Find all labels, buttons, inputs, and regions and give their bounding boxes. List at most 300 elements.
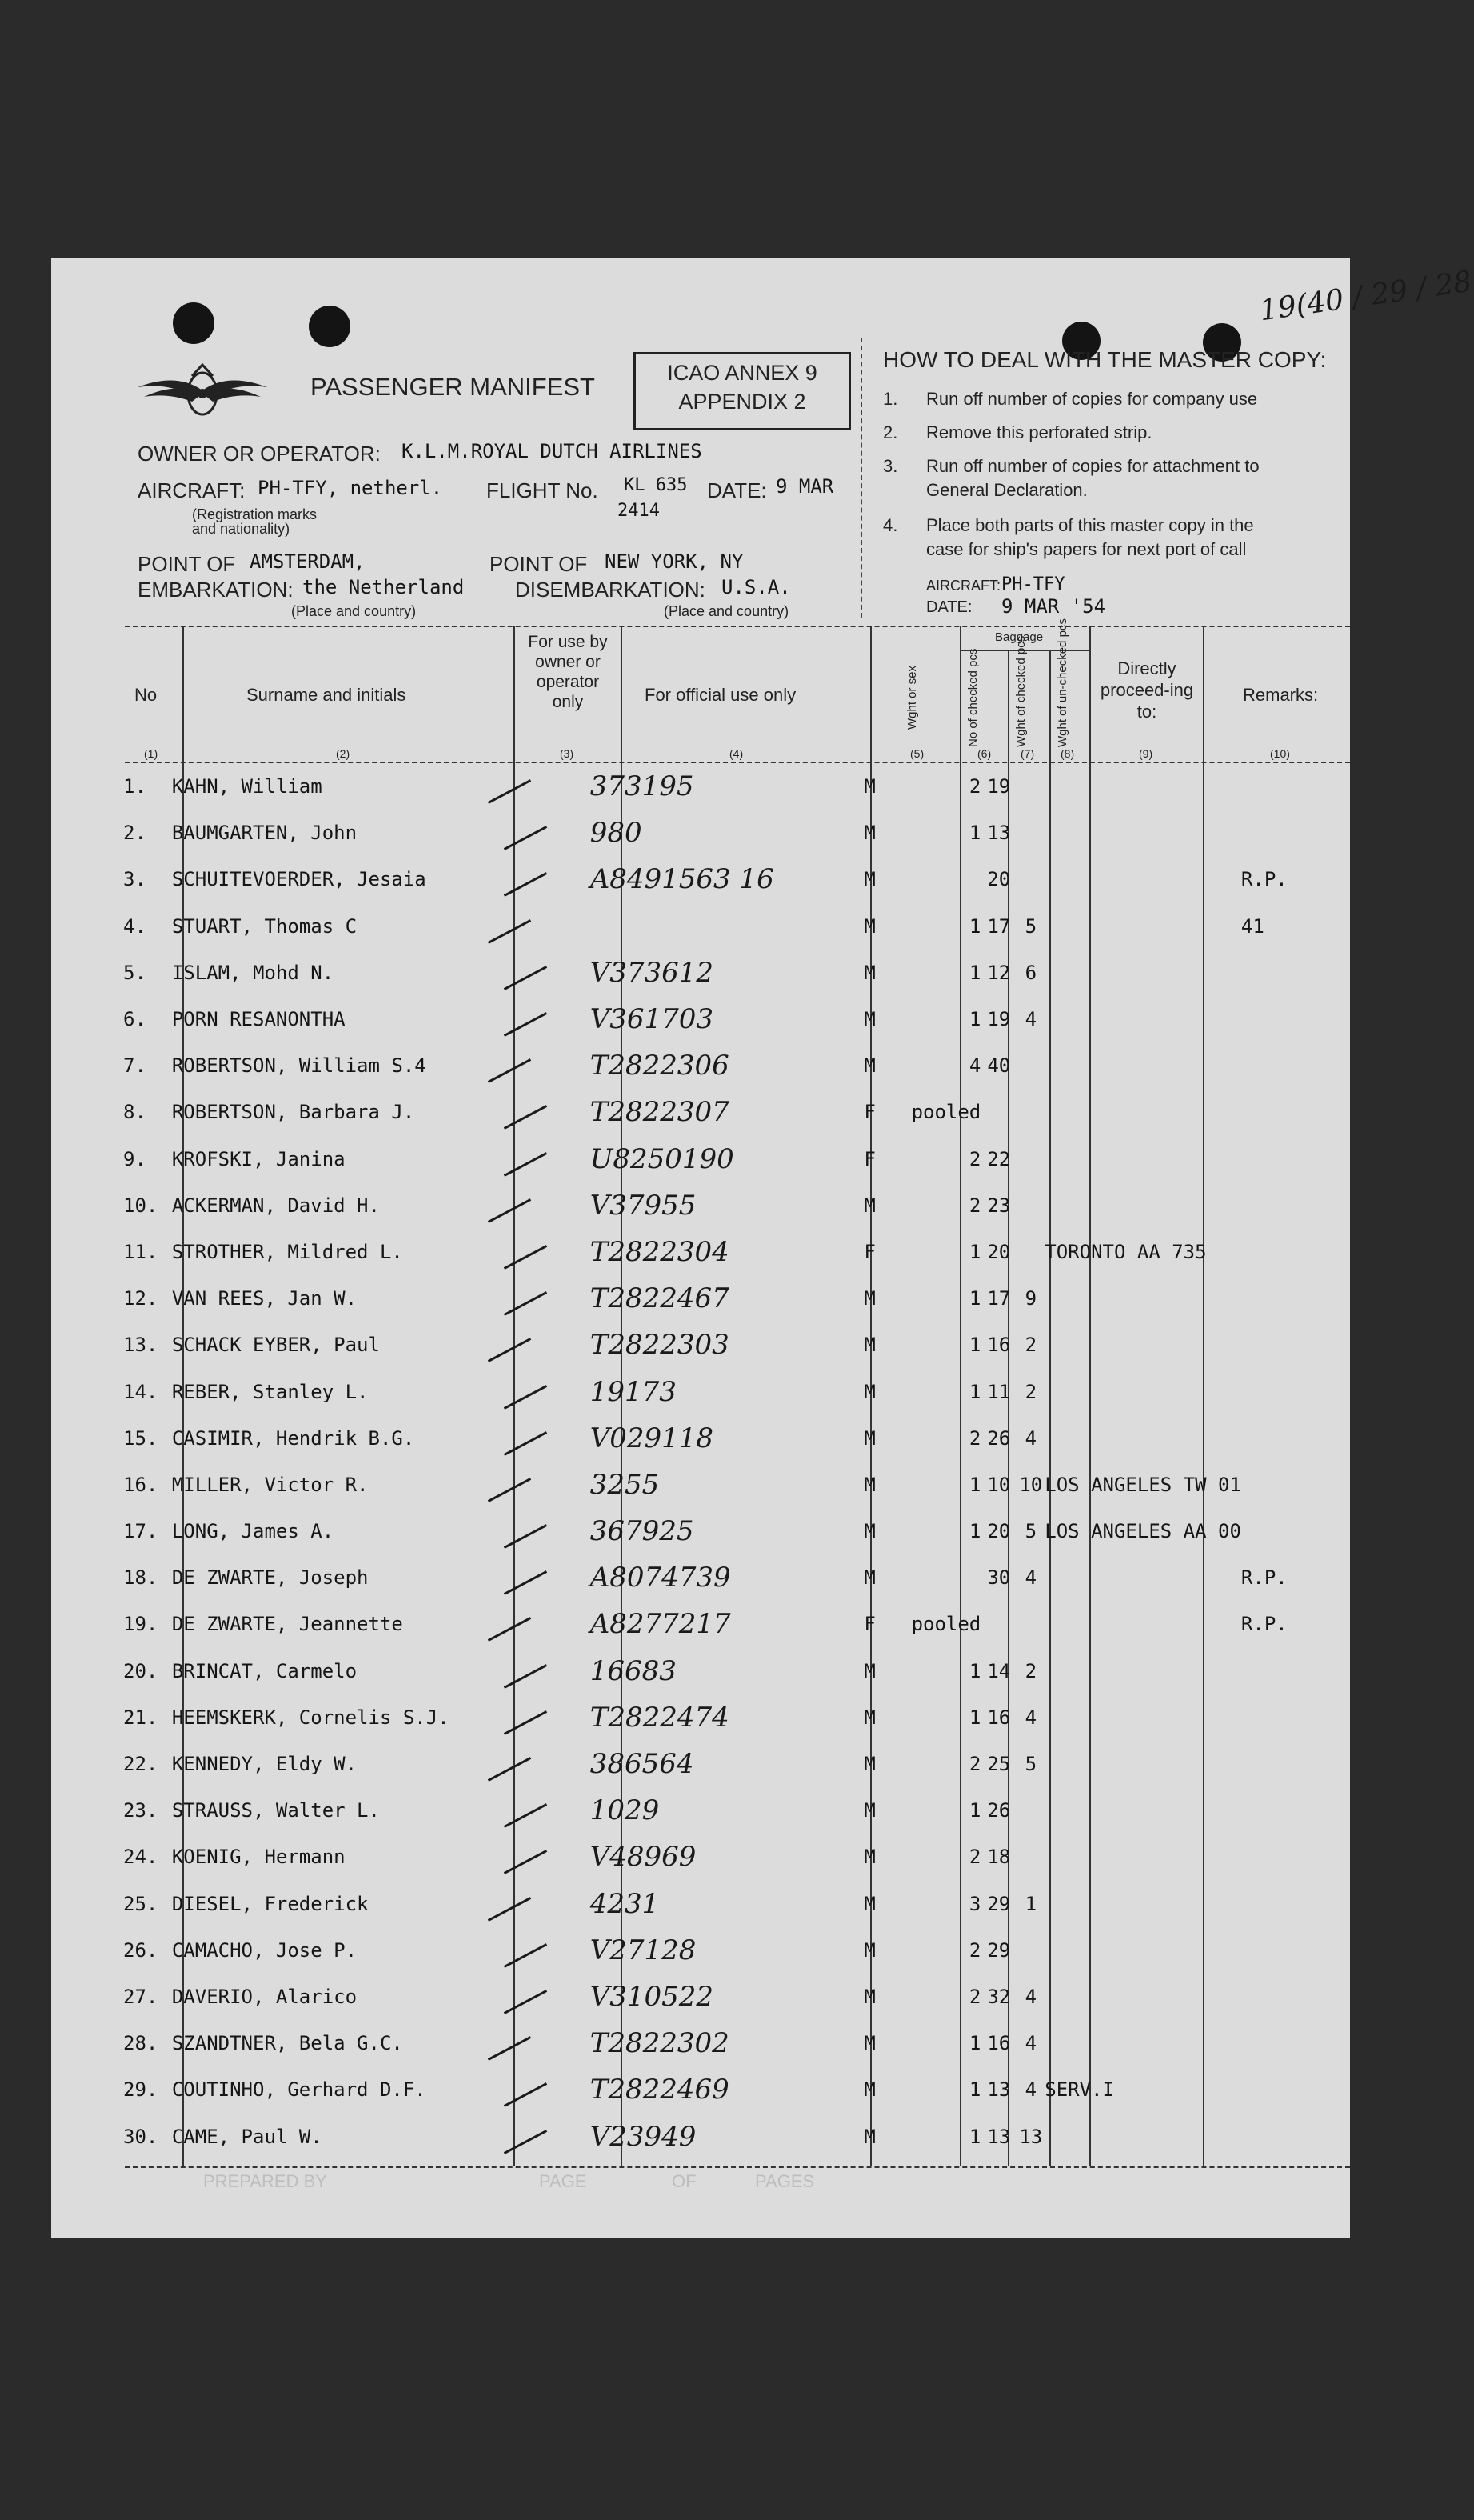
passenger-sex: M (864, 1706, 876, 1729)
remarks (1241, 763, 1350, 810)
row-number: 22. (123, 1753, 158, 1776)
passenger-name: STUART, Thomas C (171, 914, 358, 938)
baggage-weight: 12 (987, 961, 1011, 984)
owner-check-mark (485, 1787, 590, 1834)
icao-annex: ICAO ANNEX 9 (667, 361, 817, 385)
row-number: 21. (123, 1706, 158, 1729)
col-bag-count-header: No of checked pcs (966, 648, 980, 747)
embark-point-label: POINT OF (138, 552, 236, 576)
owner-value: K.L.M.ROYAL DUTCH AIRLINES (401, 440, 702, 462)
col-remarks-header: Remarks: (1243, 685, 1319, 705)
official-number: V361703 (589, 1003, 714, 1036)
owner-check-mark (485, 1741, 590, 1787)
table-row (123, 1834, 1350, 1880)
baggage-pieces (912, 856, 981, 902)
pen-stroke-icon (504, 1245, 547, 1270)
unchecked-weight (1017, 1089, 1045, 1135)
pen-stroke-icon (488, 1338, 531, 1362)
proceeding-to (1045, 1834, 1241, 1880)
passenger-name: ROBERTSON, William S.4 (171, 1054, 426, 1078)
col-num: (4) (729, 747, 744, 760)
official-number: A8074739 (589, 1562, 731, 1594)
remarks (1241, 996, 1350, 1042)
remarks (1241, 1322, 1350, 1368)
owner-check-mark (485, 1694, 590, 1741)
baggage-pieces: 1 (969, 822, 981, 845)
passenger-name: LONG, James A. (171, 1520, 334, 1543)
row-number: 12. (123, 1287, 158, 1310)
unchecked-weight (1017, 1229, 1045, 1275)
baggage-weight: 29 (987, 1892, 1011, 1915)
baggage-weight: 19 (987, 775, 1011, 798)
table-row (123, 1042, 1350, 1089)
table-row (123, 1368, 1350, 1414)
row-number: 27. (123, 1985, 158, 2008)
proceeding-to: LOS ANGELES AA 00 (1045, 1520, 1241, 1543)
baggage-weight: 26 (987, 1799, 1011, 1822)
proceeding-to (1045, 1694, 1241, 1741)
passenger-sex: M (864, 2125, 876, 2148)
unchecked-weight: 4 (1025, 1985, 1037, 2008)
proceeding-to (1045, 1322, 1241, 1368)
baggage-pieces: 2 (969, 1985, 981, 2008)
baggage-weight: 20 (987, 868, 1011, 891)
baggage-pieces: 2 (969, 1426, 981, 1450)
proceeding-to (1045, 1601, 1241, 1647)
pen-stroke-icon (488, 1058, 531, 1083)
passenger-sex: M (864, 1194, 876, 1217)
unchecked-weight (1017, 1042, 1045, 1089)
official-number: 3255 (589, 1468, 660, 1501)
row-number: 30. (123, 2125, 158, 2148)
proceeding-to: TORONTO AA 735 (1045, 1240, 1207, 1263)
baggage-weight: 32 (987, 1985, 1011, 2008)
official-number: T2822469 (589, 2074, 729, 2106)
col-bag-weight-header: Wght of checked pcs (1014, 635, 1028, 747)
pen-stroke-icon (504, 1803, 547, 1828)
table-row (123, 1229, 1350, 1275)
passenger-name: ROBERTSON, Barbara J. (171, 1101, 415, 1124)
table-row (123, 1648, 1350, 1694)
passenger-sex: M (864, 1334, 876, 1357)
passenger-name: DE ZWARTE, Joseph (171, 1566, 369, 1590)
pen-stroke-icon (488, 2036, 531, 2061)
col-num: (10) (1270, 747, 1290, 760)
disembark-country: U.S.A. (721, 576, 791, 598)
baggage-pieces: 1 (969, 2032, 981, 2055)
official-number: 16683 (589, 1654, 677, 1687)
passenger-name: KROFSKI, Janina (171, 1147, 346, 1170)
owner-check-mark (485, 763, 590, 810)
official-number: 980 (589, 817, 642, 850)
pen-stroke-icon (488, 1198, 531, 1223)
pen-stroke-icon (488, 1478, 531, 1502)
baggage-weight: 22 (987, 1147, 1011, 1170)
passenger-sex: M (864, 961, 876, 984)
col-baggage-header: Baggage (995, 630, 1044, 644)
passenger-sex: M (864, 1054, 876, 1078)
owner-label: OWNER OR OPERATOR: (138, 442, 381, 466)
col-sex-header: Wght or sex (905, 665, 919, 730)
remarks (1241, 2020, 1350, 2066)
remarks (1241, 1462, 1350, 1508)
unchecked-weight (1017, 1787, 1045, 1834)
remarks (1241, 1787, 1350, 1834)
flight-label: FLIGHT No. (486, 478, 598, 502)
owner-check-mark (485, 1834, 590, 1880)
row-number: 16. (123, 1473, 158, 1496)
pen-stroke-icon (504, 2082, 547, 2107)
manifest-sheet (51, 258, 1474, 2238)
unchecked-weight (1017, 763, 1045, 810)
proceeding-to (1045, 1089, 1241, 1135)
unchecked-weight: 6 (1025, 961, 1037, 984)
table-row (123, 1741, 1350, 1787)
remarks (1241, 1368, 1350, 1414)
proceeding-to (1045, 2113, 1241, 2159)
flight-value: KL 635 (624, 475, 688, 495)
unchecked-weight: 5 (1025, 914, 1037, 938)
row-number: 7. (123, 1054, 146, 1078)
official-number (590, 903, 829, 950)
owner-check-mark (485, 856, 590, 902)
baggage-weight: 20 (987, 1520, 1011, 1543)
instruction-3-num: 3. (883, 456, 898, 476)
remarks (1241, 1229, 1350, 1275)
passenger-name: VAN REES, Jan W. (171, 1287, 358, 1310)
unchecked-weight: 5 (1025, 1753, 1037, 1776)
disembark-city: NEW YORK, NY (605, 550, 744, 573)
baggage-weight: 13 (987, 2078, 1011, 2102)
passenger-sex: M (864, 775, 876, 798)
baggage-weight: 10 (987, 1473, 1011, 1496)
pen-stroke-icon (504, 1990, 547, 2014)
instruction-1-text: Run off number of copies for company use (926, 389, 1258, 409)
baggage-pieces: 1 (969, 1799, 981, 1822)
pen-stroke-icon (504, 966, 547, 990)
strip-aircraft-label: AIRCRAFT: (926, 578, 1001, 594)
unchecked-weight: 9 (1025, 1287, 1037, 1310)
unchecked-weight: 4 (1025, 1008, 1037, 1031)
proceeding-to (1045, 1368, 1241, 1414)
baggage-pieces: 3 (969, 1892, 981, 1915)
passenger-sex: F (864, 1101, 876, 1124)
baggage-weight: 30 (987, 1566, 1011, 1590)
pen-stroke-icon (504, 1570, 547, 1595)
passenger-sex: M (864, 1426, 876, 1450)
strip-aircraft-value: PH-TFY (1001, 574, 1065, 594)
passenger-name: DE ZWARTE, Jeannette (171, 1613, 403, 1636)
footer-of: OF (672, 2171, 697, 2191)
official-number: V27128 (589, 1934, 697, 1966)
official-number: 367925 (589, 1515, 694, 1548)
date-value: 9 MAR (776, 475, 834, 498)
unchecked-weight: 2 (1025, 1380, 1037, 1403)
form-title: PASSENGER MANIFEST (310, 373, 595, 401)
baggage-pieces: 4 (969, 1054, 981, 1078)
unchecked-weight (1017, 810, 1045, 856)
col-direct-header: Directly proceed-ing to: (1100, 658, 1194, 722)
baggage-weight: 23 (987, 1194, 1011, 1217)
pen-stroke-icon (488, 919, 531, 944)
official-number: T2822474 (589, 1701, 729, 1734)
baggage-pieces: 1 (969, 1334, 981, 1357)
table-row (123, 1462, 1350, 1508)
official-number: T2822302 (589, 2027, 729, 2060)
baggage-pieces: 1 (969, 1380, 981, 1403)
proceeding-to (1045, 1554, 1241, 1601)
table-row (123, 2066, 1350, 2113)
aircraft-label: AIRCRAFT: (138, 478, 246, 502)
table-row (123, 1787, 1350, 1834)
owner-check-mark (485, 1415, 590, 1462)
owner-check-mark (485, 950, 590, 996)
col-owner-header: For use by owner or operator only (528, 633, 608, 711)
row-number: 4. (123, 914, 146, 938)
passenger-sex: M (864, 1892, 876, 1915)
remarks (1241, 1648, 1350, 1694)
row-number: 19. (123, 1613, 158, 1636)
table-row (123, 903, 1350, 950)
remarks (1241, 1741, 1350, 1787)
proceeding-to (1045, 1881, 1241, 1927)
owner-check-mark (485, 1601, 590, 1647)
pen-stroke-icon (504, 1664, 547, 1689)
passenger-sex: M (864, 1008, 876, 1031)
passenger-sex: M (864, 1520, 876, 1543)
passenger-name: HEEMSKERK, Cornelis S.J. (171, 1706, 449, 1729)
baggage-pieces: 1 (969, 2125, 981, 2148)
proceeding-to (1045, 1741, 1241, 1787)
passenger-name: DIESEL, Frederick (171, 1892, 369, 1915)
unchecked-weight: 4 (1025, 1566, 1037, 1590)
row-number: 3. (123, 868, 146, 891)
proceeding-to (1045, 2020, 1241, 2066)
unchecked-weight: 13 (1019, 2125, 1043, 2148)
remarks (1241, 1182, 1350, 1229)
icao-box (633, 352, 851, 430)
baggage-pieces: 1 (969, 1706, 981, 1729)
official-number: T2822304 (589, 1235, 729, 1268)
remarks (1241, 1508, 1350, 1554)
baggage-pieces: 1 (969, 1287, 981, 1310)
remarks (1241, 1136, 1350, 1182)
owner-check-mark (485, 1042, 590, 1089)
passenger-sex: F (864, 1147, 876, 1170)
pen-stroke-icon (504, 873, 547, 898)
passenger-name: CAMACHO, Jose P. (171, 1938, 358, 1962)
table-row (123, 950, 1350, 996)
baggage-pieces: pooled (911, 1613, 981, 1636)
passenger-name: STRAUSS, Walter L. (171, 1799, 380, 1822)
passenger-name: MILLER, Victor R. (171, 1473, 369, 1496)
baggage-pieces: 2 (969, 1846, 981, 1869)
strip-date-value: 9 MAR '54 (1001, 595, 1106, 618)
baggage-weight: 16 (987, 2032, 1011, 2055)
passenger-name: KENNEDY, Eldy W. (171, 1753, 358, 1776)
baggage-weight: 19 (987, 1008, 1011, 1031)
baggage-pieces: 1 (969, 1473, 981, 1496)
owner-check-mark (485, 1229, 590, 1275)
baggage-pieces: 2 (969, 775, 981, 798)
proceeding-to (1045, 810, 1241, 856)
baggage-weight: 17 (987, 1287, 1011, 1310)
table-row (123, 1182, 1350, 1229)
row-number: 1. (123, 775, 146, 798)
row-number: 23. (123, 1799, 158, 1822)
unchecked-weight (1017, 1136, 1045, 1182)
table-row (123, 2020, 1350, 2066)
col-num: (3) (560, 747, 574, 760)
remarks (1241, 1834, 1350, 1880)
baggage-weight: 14 (987, 1659, 1011, 1682)
pen-stroke-icon (504, 1152, 547, 1177)
row-number: 25. (123, 1892, 158, 1915)
instruction-2-text: Remove this perforated strip. (926, 422, 1152, 442)
passenger-sex: M (864, 914, 876, 938)
table-row (123, 1694, 1350, 1741)
passenger-sex: M (864, 2032, 876, 2055)
passenger-sex: M (864, 1566, 876, 1590)
baggage-pieces: 2 (969, 1194, 981, 1217)
passenger-name: DAVERIO, Alarico (171, 1985, 358, 2008)
unchecked-weight: 4 (1025, 2032, 1037, 2055)
pen-stroke-icon (504, 1710, 547, 1735)
row-number: 8. (123, 1101, 146, 1124)
passenger-name: KOENIG, Hermann (171, 1846, 346, 1869)
owner-check-mark (485, 1648, 590, 1694)
owner-check-mark (485, 2066, 590, 2113)
baggage-weight: 13 (987, 2125, 1011, 2148)
passenger-sex: M (864, 868, 876, 891)
baggage-pieces: 2 (969, 1753, 981, 1776)
baggage-weight (981, 1089, 1017, 1135)
owner-check-mark (485, 1368, 590, 1414)
baggage-pieces: 1 (969, 1008, 981, 1031)
baggage-weight: 11 (987, 1380, 1011, 1403)
instruction-3-text2: General Declaration. (926, 480, 1088, 500)
pen-stroke-icon (504, 1105, 547, 1130)
official-number: V23949 (589, 2120, 697, 2153)
owner-check-mark (485, 1136, 590, 1182)
official-number: 373195 (589, 770, 694, 803)
col-bag-unchecked-header: Wght of un-checked pcs (1056, 618, 1069, 747)
col-num: (8) (1061, 747, 1075, 760)
unchecked-weight (1017, 1601, 1045, 1647)
row-number: 18. (123, 1566, 158, 1590)
disembark-label: DISEMBARKATION: (515, 578, 705, 602)
passenger-sex: M (864, 1659, 876, 1682)
row-number: 24. (123, 1846, 158, 1869)
flight-extra: 2414 (617, 501, 660, 521)
instructions-title: HOW TO DEAL WITH THE MASTER COPY: (883, 347, 1327, 372)
passenger-name: CASIMIR, Hendrik B.G. (171, 1426, 415, 1450)
col-num: (2) (336, 747, 350, 760)
pen-stroke-icon (504, 1012, 547, 1037)
owner-check-mark (485, 1881, 590, 1927)
passenger-sex: M (864, 1846, 876, 1869)
owner-check-mark (485, 2020, 590, 2066)
pen-stroke-icon (504, 1291, 547, 1316)
passenger-name: SCHUITEVOERDER, Jesaia (171, 868, 426, 891)
col-no-header: No (134, 685, 158, 705)
owner-check-mark (485, 1974, 590, 2020)
row-number: 17. (123, 1520, 158, 1543)
punch-hole (309, 306, 350, 347)
baggage-weight: 16 (987, 1706, 1011, 1729)
remarks (1241, 2113, 1350, 2159)
baggage-pieces: 1 (969, 1240, 981, 1263)
baggage-pieces: 1 (969, 961, 981, 984)
disembark-point-label: POINT OF (489, 552, 588, 576)
passenger-sex: M (864, 1753, 876, 1776)
table-row (123, 1601, 1350, 1647)
unchecked-weight: 2 (1025, 1659, 1037, 1682)
baggage-pieces: pooled (911, 1101, 981, 1124)
row-number: 20. (123, 1659, 158, 1682)
perforation-line (861, 338, 862, 618)
row-number: 26. (123, 1938, 158, 1962)
row-number: 29. (123, 2078, 158, 2102)
baggage-pieces: 1 (969, 2078, 981, 2102)
proceeding-to (1045, 903, 1241, 950)
proceeding-to (1045, 1136, 1241, 1182)
embark-label: EMBARKATION: (138, 578, 294, 602)
aircraft-value: PH-TFY, netherl. (258, 477, 443, 499)
table-row (123, 856, 1350, 902)
official-number: T2822467 (589, 1282, 729, 1315)
pen-stroke-icon (504, 2130, 547, 2154)
passenger-sex: M (864, 1473, 876, 1496)
remarks (1241, 1089, 1350, 1135)
row-number: 13. (123, 1334, 158, 1357)
official-number: 1029 (589, 1794, 660, 1827)
instruction-4-text2: case for ship's papers for next port of call (926, 539, 1247, 559)
unchecked-weight: 4 (1025, 2078, 1037, 2102)
pen-stroke-icon (504, 1850, 547, 1874)
owner-check-mark (485, 2113, 590, 2159)
table-row (123, 1275, 1350, 1322)
pen-stroke-icon (488, 1618, 531, 1642)
passenger-name: ACKERMAN, David H. (171, 1194, 380, 1217)
embark-city: AMSTERDAM, (250, 550, 366, 573)
remarks: R.P. (1240, 868, 1288, 891)
official-number: V029118 (589, 1422, 714, 1454)
unchecked-weight: 1 (1025, 1892, 1037, 1915)
owner-check-mark (485, 996, 590, 1042)
row-number: 28. (123, 2032, 158, 2055)
strip-date-label: DATE: (926, 598, 973, 616)
official-number: 386564 (589, 1748, 694, 1781)
remarks (1241, 1042, 1350, 1089)
owner-check-mark (485, 1322, 590, 1368)
col-official-header: For official use only (645, 685, 797, 705)
baggage-pieces: 2 (969, 1938, 981, 1962)
remarks (1241, 950, 1350, 996)
passenger-sex: M (864, 822, 876, 845)
baggage-weight: 20 (987, 1240, 1011, 1263)
owner-check-mark (485, 1927, 590, 1974)
table-row (123, 1415, 1350, 1462)
row-number: 14. (123, 1380, 158, 1403)
baggage-weight: 26 (987, 1426, 1011, 1450)
official-number: 19173 (589, 1375, 677, 1408)
table-row (123, 1508, 1350, 1554)
row-number: 5. (123, 961, 146, 984)
baggage-weight (981, 1601, 1017, 1647)
remarks (1241, 1694, 1350, 1741)
passenger-name: BRINCAT, Carmelo (171, 1659, 358, 1682)
